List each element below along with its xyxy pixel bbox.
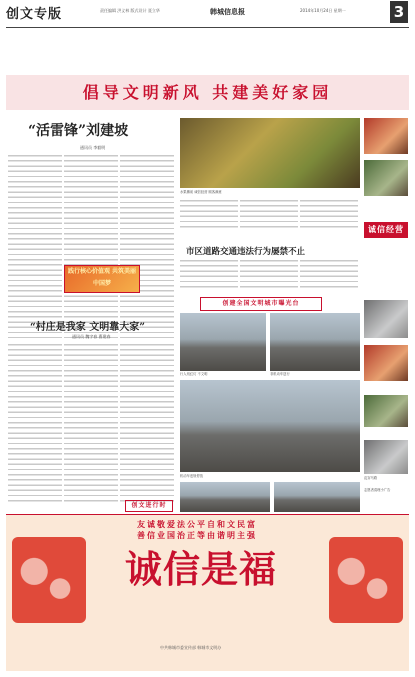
civilization-tag: 创文进行时 — [125, 500, 173, 512]
article-body — [300, 198, 358, 231]
photo-caption: 志愿者清理小广告 — [364, 488, 391, 492]
photo-exposure — [180, 482, 270, 512]
ad-slogan-line1: 友诚敬爱法公平自和文民富 — [137, 519, 257, 529]
article-body — [300, 258, 358, 290]
article-byline: 通讯员 魏宇春 曹建春 — [72, 334, 111, 339]
photo-caption: 非机动车逆行 — [270, 372, 290, 376]
core-values-text: 践行核心价值观 共筑美丽中国梦 — [67, 268, 137, 287]
photo-small — [364, 300, 408, 338]
photo-caption: 行人闯红灯 不文明 — [180, 372, 208, 376]
article-body — [64, 342, 118, 502]
photo-small — [364, 118, 408, 154]
article-body — [8, 342, 62, 502]
article-body — [64, 153, 118, 338]
article-title: 市区道路交通违法行为屡禁不止 — [186, 247, 306, 257]
article-body — [180, 198, 238, 231]
paper-name: 韩城信息报 — [210, 8, 245, 16]
photo-exposure-large — [180, 380, 360, 472]
photo-fruit-stand — [180, 118, 360, 188]
article-title: “村庄是我家 文明靠大家” — [30, 322, 145, 333]
article-body — [120, 153, 174, 338]
photo-caption: 机动车违规停放 — [180, 474, 204, 478]
article-body — [180, 258, 238, 290]
header-rule — [6, 27, 409, 28]
editor-credit: 责任编辑 洪义林 版式设计 聂立华 — [100, 8, 160, 13]
ad-footer: 中共韩城市委宣传部 韩城市文明办 — [160, 645, 222, 650]
photo-caption: 乱穿马路 — [364, 476, 378, 480]
ad-slogan-line2: 善信业国治正等由谐明主强 — [137, 530, 257, 540]
article-byline: 通讯员 李毅明 — [80, 145, 106, 150]
page-number: 3 — [390, 1, 408, 23]
article-body — [8, 153, 62, 338]
photo-exposure — [274, 482, 360, 512]
integrity-tag: 诚信经营 — [364, 222, 408, 238]
article-title: “活雷锋”刘建坡 — [28, 123, 129, 139]
fu-character-decoration — [12, 537, 86, 623]
article-body — [240, 258, 298, 290]
photo-caption: 水果摊前 诚信经营 顾客满意 — [180, 190, 222, 194]
photo-small — [364, 440, 408, 474]
photo-small — [364, 395, 408, 427]
core-values-box — [64, 265, 140, 293]
exposure-tag: 创建全国文明城市曝光台 — [200, 297, 322, 311]
photo-exposure — [270, 313, 360, 371]
section-label: 创文专版 — [6, 7, 63, 22]
photo-small — [364, 160, 408, 196]
issue-date: 2014年10月24日 星期一 — [300, 8, 346, 13]
article-body — [120, 342, 174, 502]
photo-exposure — [180, 313, 266, 371]
ad-title: 诚信是福 — [125, 547, 277, 591]
banner-slogan: 倡导文明新风 共建美好家园 — [82, 83, 333, 102]
fu-character-decoration — [329, 537, 403, 623]
article-body — [240, 198, 298, 231]
photo-small — [364, 345, 408, 381]
